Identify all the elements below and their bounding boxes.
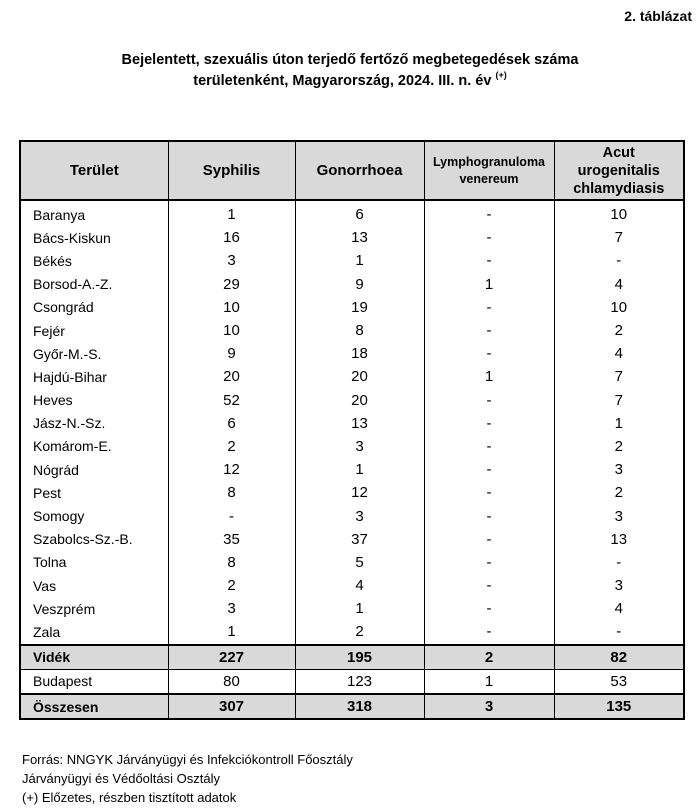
cell-gonorrhoea: 318 [295, 694, 424, 719]
lgv-header-line-2: venereum [459, 171, 519, 186]
subtotal-row-videk [20, 645, 684, 670]
cell-region: Tolna [20, 551, 168, 574]
cell-chlamydiasis: 7 [554, 365, 684, 388]
table-row [20, 200, 684, 226]
cell-gonorrhoea: 13 [295, 226, 424, 249]
cell-syphilis: 227 [168, 645, 295, 670]
cell-region: Vas [20, 574, 168, 597]
cell-syphilis: - [168, 504, 295, 527]
cell-chlamydiasis: 1 [554, 412, 684, 435]
table-row [20, 435, 684, 458]
table-row [20, 528, 684, 551]
cell-lgv: 1 [424, 365, 554, 388]
chlam-header-line-2: urogenitalis [577, 162, 660, 179]
table-row [20, 597, 684, 620]
cell-gonorrhoea: 12 [295, 481, 424, 504]
source-line-2: Járványügyi és Védőoltási Osztály [22, 771, 220, 786]
source-line-1: Forrás: NNGYK Járványügyi és Infekciókontroll Főosztály [22, 752, 353, 767]
cell-region: Veszprém [20, 597, 168, 620]
cell-region: Somogy [20, 504, 168, 527]
cell-lgv: - [424, 249, 554, 272]
table-row [20, 273, 684, 296]
cell-syphilis: 6 [168, 412, 295, 435]
cell-syphilis: 20 [168, 365, 295, 388]
cell-gonorrhoea: 195 [295, 645, 424, 670]
cell-chlamydiasis: 7 [554, 389, 684, 412]
table-row [20, 551, 684, 574]
cell-syphilis: 1 [168, 620, 295, 644]
column-header-gonorrhoea: Gonorrhoea [295, 141, 424, 200]
disease-table [19, 140, 685, 720]
cell-syphilis: 52 [168, 389, 295, 412]
column-header-chlamydiasis [554, 141, 684, 200]
cell-region: Fejér [20, 319, 168, 342]
table-row [20, 365, 684, 388]
cell-lgv: - [424, 551, 554, 574]
cell-syphilis: 10 [168, 296, 295, 319]
cell-chlamydiasis: 7 [554, 226, 684, 249]
cell-lgv: - [424, 200, 554, 226]
cell-lgv: - [424, 458, 554, 481]
cell-region: Pest [20, 481, 168, 504]
cell-syphilis: 35 [168, 528, 295, 551]
cell-gonorrhoea: 8 [295, 319, 424, 342]
cell-syphilis: 12 [168, 458, 295, 481]
cell-gonorrhoea: 2 [295, 620, 424, 644]
cell-gonorrhoea: 5 [295, 551, 424, 574]
cell-gonorrhoea: 9 [295, 273, 424, 296]
cell-lgv: - [424, 597, 554, 620]
cell-lgv: - [424, 296, 554, 319]
table-title [0, 50, 700, 92]
cell-lgv: - [424, 226, 554, 249]
table-row [20, 574, 684, 597]
cell-chlamydiasis: 82 [554, 645, 684, 670]
cell-lgv: 3 [424, 694, 554, 719]
cell-chlamydiasis: 4 [554, 342, 684, 365]
table-row [20, 504, 684, 527]
cell-chlamydiasis: 2 [554, 319, 684, 342]
cell-gonorrhoea: 3 [295, 435, 424, 458]
cell-lgv: - [424, 342, 554, 365]
title-line-2-text: területenként, Magyarország, 2024. III. n. év [193, 73, 492, 89]
cell-lgv: - [424, 319, 554, 342]
column-header-syphilis: Syphilis [168, 141, 295, 200]
table-number: 2. táblázat [624, 8, 692, 24]
column-header-lymphogranuloma [424, 141, 554, 200]
cell-lgv: 2 [424, 645, 554, 670]
cell-region: Nógrád [20, 458, 168, 481]
table-row-budapest [20, 669, 684, 694]
column-header-region: Terület [20, 141, 168, 200]
cell-syphilis: 2 [168, 435, 295, 458]
table-row [20, 458, 684, 481]
cell-syphilis: 3 [168, 249, 295, 272]
cell-gonorrhoea: 1 [295, 597, 424, 620]
cell-region: Budapest [20, 669, 168, 694]
cell-syphilis: 1 [168, 200, 295, 226]
cell-lgv: - [424, 528, 554, 551]
cell-syphilis: 2 [168, 574, 295, 597]
table-row [20, 226, 684, 249]
cell-chlamydiasis: 2 [554, 481, 684, 504]
cell-lgv: 1 [424, 669, 554, 694]
header-row [20, 141, 684, 200]
cell-gonorrhoea: 1 [295, 458, 424, 481]
cell-gonorrhoea: 37 [295, 528, 424, 551]
cell-gonorrhoea: 20 [295, 365, 424, 388]
cell-gonorrhoea: 4 [295, 574, 424, 597]
cell-region: Baranya [20, 200, 168, 226]
cell-gonorrhoea: 18 [295, 342, 424, 365]
cell-chlamydiasis: - [554, 249, 684, 272]
cell-lgv: - [424, 435, 554, 458]
cell-chlamydiasis: - [554, 551, 684, 574]
cell-chlamydiasis: 10 [554, 296, 684, 319]
cell-region: Komárom-E. [20, 435, 168, 458]
cell-syphilis: 10 [168, 319, 295, 342]
lgv-header-line-1: Lymphogranuloma [432, 154, 546, 169]
table-row [20, 481, 684, 504]
title-line-2 [0, 71, 700, 92]
table-row [20, 389, 684, 412]
total-row [20, 694, 684, 719]
cell-gonorrhoea: 13 [295, 412, 424, 435]
cell-chlamydiasis: 3 [554, 458, 684, 481]
cell-chlamydiasis: 4 [554, 273, 684, 296]
cell-region: Zala [20, 620, 168, 644]
cell-chlamydiasis: - [554, 620, 684, 644]
table-row [20, 249, 684, 272]
cell-syphilis: 80 [168, 669, 295, 694]
table-row [20, 620, 684, 644]
table-row [20, 319, 684, 342]
cell-syphilis: 29 [168, 273, 295, 296]
title-footnote-mark: (+) [495, 70, 507, 80]
cell-syphilis: 16 [168, 226, 295, 249]
cell-chlamydiasis: 13 [554, 528, 684, 551]
cell-region: Borsod-A.-Z. [20, 273, 168, 296]
table-row [20, 412, 684, 435]
cell-region: Győr-M.-S. [20, 342, 168, 365]
title-line-1: Bejelentett, szexuális úton terjedő fertőző megbetegedések száma [121, 52, 579, 68]
cell-region: Heves [20, 389, 168, 412]
cell-lgv: - [424, 389, 554, 412]
cell-lgv: - [424, 574, 554, 597]
cell-chlamydiasis: 3 [554, 574, 684, 597]
table-row [20, 296, 684, 319]
cell-region: Vidék [20, 645, 168, 670]
table-row [20, 342, 684, 365]
cell-gonorrhoea: 123 [295, 669, 424, 694]
cell-syphilis: 3 [168, 597, 295, 620]
cell-region: Bács-Kiskun [20, 226, 168, 249]
cell-lgv: - [424, 481, 554, 504]
cell-chlamydiasis: 2 [554, 435, 684, 458]
cell-region: Szabolcs-Sz.-B. [20, 528, 168, 551]
cell-gonorrhoea: 1 [295, 249, 424, 272]
cell-region: Békés [20, 249, 168, 272]
cell-lgv: 1 [424, 273, 554, 296]
cell-syphilis: 8 [168, 481, 295, 504]
cell-chlamydiasis: 3 [554, 504, 684, 527]
cell-syphilis: 307 [168, 694, 295, 719]
cell-gonorrhoea: 3 [295, 504, 424, 527]
source-note [22, 750, 353, 807]
cell-chlamydiasis: 53 [554, 669, 684, 694]
cell-region: Csongrád [20, 296, 168, 319]
cell-chlamydiasis: 4 [554, 597, 684, 620]
cell-gonorrhoea: 6 [295, 200, 424, 226]
source-line-3: (+) Előzetes, részben tisztított adatok [22, 790, 237, 805]
cell-gonorrhoea: 20 [295, 389, 424, 412]
cell-lgv: - [424, 504, 554, 527]
cell-syphilis: 8 [168, 551, 295, 574]
cell-syphilis: 9 [168, 342, 295, 365]
cell-region: Összesen [20, 694, 168, 719]
cell-chlamydiasis: 10 [554, 200, 684, 226]
cell-region: Jász-N.-Sz. [20, 412, 168, 435]
cell-gonorrhoea: 19 [295, 296, 424, 319]
cell-lgv: - [424, 620, 554, 644]
chlam-header-line-3: chlamydiasis [573, 180, 665, 197]
chlam-header-line-1: Acut [602, 144, 635, 161]
cell-region: Hajdú-Bihar [20, 365, 168, 388]
cell-lgv: - [424, 412, 554, 435]
cell-chlamydiasis: 135 [554, 694, 684, 719]
